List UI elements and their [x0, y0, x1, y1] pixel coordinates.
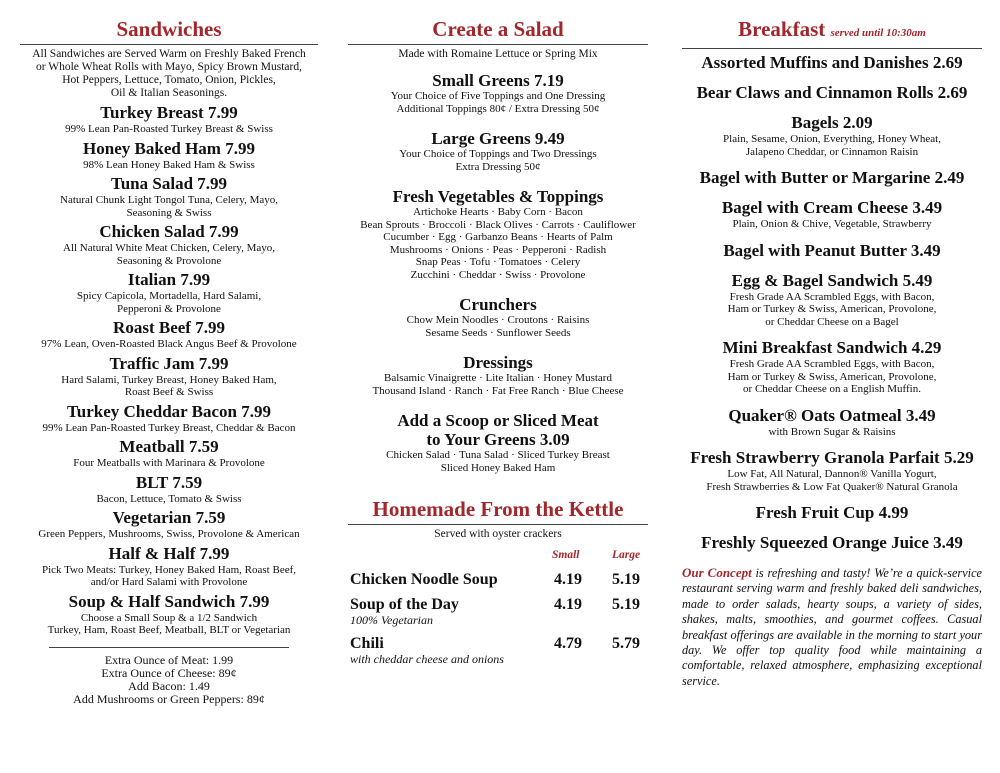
menu-item — [682, 406, 982, 439]
menu-item — [20, 592, 318, 637]
item-description: Four Meatballs with Marinara & Provolone — [73, 457, 265, 469]
item-description: Plain, Onion & Chive, Vegetable, Strawberry — [732, 218, 932, 230]
item-description: Hard Salami, Turkey Breast, Honey Baked Ham, — [61, 373, 277, 386]
concept-paragraph — [682, 565, 982, 689]
item-description: Low Fat, All Natural, Dannon® Vanilla Yogurt, — [727, 468, 937, 480]
menu-item — [20, 508, 318, 541]
small-price: 4.19 — [554, 571, 582, 588]
item-name: Bagel with Peanut Butter 3.49 — [723, 240, 941, 260]
breakfast-header — [682, 16, 982, 46]
item-description: All Natural White Meat Chicken, Celery, Mayo, — [63, 242, 275, 254]
item-name: Add a Scoop or Sliced Meat — [397, 411, 599, 430]
item-description: Chicken Salad · Tuna Salad · Sliced Turkey Breast — [386, 449, 610, 461]
menu-item — [348, 71, 648, 115]
item-name: BLT 7.59 — [135, 472, 203, 492]
menu-item — [682, 271, 982, 329]
item-description: Cucumber · Egg · Garbanzo Beans · Hearts of Palm — [383, 231, 613, 243]
extra-item: Extra Ounce of Cheese: 89¢ — [101, 665, 237, 680]
item-description: Seasoning & Provolone — [116, 254, 222, 267]
soup-row — [350, 635, 646, 666]
breakfast-title: Breakfast — [738, 17, 826, 41]
menu-item — [20, 174, 318, 219]
salad-intro: Made with Romaine Lettuce or Spring Mix — [398, 48, 598, 60]
breakfast-column — [682, 0, 982, 773]
item-description: 99% Lean Pan-Roasted Turkey Breast & Swiss — [65, 123, 273, 135]
menu-item — [20, 402, 318, 435]
item-description: Your Choice of Toppings and Two Dressings — [399, 148, 597, 160]
item-description: Pick Two Meats: Turkey, Honey Baked Ham, Roast Beef, — [41, 563, 297, 576]
divider — [49, 647, 289, 648]
soup-note: 100% Vegetarian — [350, 613, 433, 627]
soup-row — [350, 596, 646, 627]
item-description: Bean Sprouts · Broccoli · Black Olives · Carrots · Cauliflower — [360, 218, 636, 231]
menu-item — [20, 544, 318, 589]
menu-item — [682, 53, 982, 73]
large-price: 5.79 — [612, 635, 640, 652]
menu-item — [20, 139, 318, 172]
item-name: Meatball 7.59 — [119, 437, 219, 456]
soup-note: with cheddar cheese and onions — [350, 652, 504, 666]
menu-item — [20, 103, 318, 136]
menu-item — [348, 129, 648, 173]
menu-item — [682, 338, 982, 396]
item-description: Extra Dressing 50¢ — [455, 160, 541, 173]
item-name: Turkey Cheddar Bacon 7.99 — [66, 401, 272, 421]
salad-list — [348, 71, 648, 474]
item-description: Fresh Strawberries & Low Fat Quaker® Natural Granola — [706, 480, 958, 493]
menu-item — [682, 83, 982, 103]
item-description: Mushrooms · Onions · Peas · Pepperoni · Radish — [389, 243, 607, 256]
item-name: Bear Claws and Cinnamon Rolls 2.69 — [696, 83, 968, 102]
item-description: Jalapeno Cheddar, or Cinnamon Raisin — [745, 145, 919, 158]
item-name: Bagel with Butter or Margarine 2.49 — [699, 168, 965, 187]
item-name: Assorted Muffins and Danishes 2.69 — [701, 53, 963, 72]
item-description: Natural Chunk Light Tongol Tuna, Celery, Mayo, — [60, 194, 278, 206]
item-description: Ham or Turkey & Swiss, American, Provolone, — [727, 370, 937, 383]
item-name: Mini Breakfast Sandwich 4.29 — [722, 338, 942, 357]
soup-row — [350, 571, 646, 589]
item-description: with Brown Sugar & Raisins — [768, 425, 896, 438]
menu-item — [20, 437, 318, 470]
menu-item — [348, 411, 648, 474]
item-name: to Your Greens 3.09 — [426, 430, 570, 449]
item-description: Sliced Honey Baked Ham — [440, 461, 556, 474]
item-description: Fresh Grade AA Scrambled Eggs, with Bacon, — [729, 290, 935, 303]
menu-item — [348, 295, 648, 339]
large-column-label: Large — [612, 549, 641, 561]
soup-table — [348, 541, 648, 681]
breakfast-subtitle: served until 10:30am — [830, 27, 926, 39]
item-name: Crunchers — [459, 295, 537, 314]
item-description: Pepperoni & Provolone — [117, 302, 221, 315]
extra-item: Extra Ounce of Meat: 1.99 — [104, 652, 234, 667]
large-price: 5.19 — [612, 571, 640, 588]
breakfast-list — [682, 53, 982, 553]
item-name: Freshly Squeezed Orange Juice 3.49 — [701, 533, 963, 552]
item-description: or Cheddar Cheese on a English Muffin. — [743, 383, 921, 395]
item-description: Thousand Island · Ranch · Fat Free Ranch · Blue Cheese — [372, 384, 624, 397]
small-price: 4.19 — [554, 596, 582, 613]
small-price: 4.79 — [554, 635, 582, 652]
item-name: Large Greens 9.49 — [431, 129, 565, 148]
soup-name: Chili — [350, 635, 384, 652]
item-name: Soup & Half Sandwich 7.99 — [68, 591, 270, 611]
extras-list — [20, 654, 318, 706]
item-name: Fresh Vegetables & Toppings — [392, 187, 604, 206]
item-description: Chow Mein Noodles · Croutons · Raisins — [406, 314, 590, 326]
menu-item — [20, 270, 318, 315]
item-description: Additional Toppings 80¢ / Extra Dressing 50¢ — [396, 102, 600, 115]
item-description: Zucchini · Cheddar · Swiss · Provolone — [410, 268, 586, 281]
item-name: Egg & Bagel Sandwich 5.49 — [731, 270, 933, 290]
item-description: Fresh Grade AA Scrambled Eggs, with Bacon, — [729, 358, 935, 370]
menu-item — [682, 168, 982, 188]
menu-item — [348, 353, 648, 397]
item-name: Italian 7.99 — [127, 270, 211, 289]
item-description: and/or Hard Salami with Provolone — [90, 576, 248, 588]
item-name: Fresh Fruit Cup 4.99 — [755, 503, 909, 522]
item-name: Bagel with Cream Cheese 3.49 — [721, 198, 943, 217]
sandwiches-intro: All Sandwiches are Served Warm on Freshly Baked French or Whole Wheat Rolls with Mayo, Spicy Brown Mustard, Hot Peppers, Lettuce, Tomato, Onion, Pickles, Oil & Italian Seasonings. — [32, 48, 306, 99]
kettle-intro: Served with oyster crackers — [434, 528, 562, 540]
item-description: Seasoning & Swiss — [126, 206, 212, 219]
small-column-label: Small — [552, 549, 580, 561]
menu-item — [20, 222, 318, 267]
item-name: Honey Baked Ham 7.99 — [83, 138, 255, 158]
soup-name: Soup of the Day — [350, 596, 459, 613]
item-description: Artichoke Hearts · Baby Corn · Bacon — [413, 206, 583, 218]
sandwiches-column — [20, 0, 318, 773]
item-description: 99% Lean Pan-Roasted Turkey Breast, Cheddar & Bacon — [42, 421, 296, 434]
item-description: Balsamic Vinaigrette · Lite Italian · Honey Mustard — [384, 372, 612, 384]
item-description: Sesame Seeds · Sunflower Seeds — [425, 326, 571, 339]
item-description: Roast Beef & Swiss — [124, 386, 214, 398]
divider — [348, 44, 648, 45]
item-description: Ham or Turkey & Swiss, American, Provolone, — [727, 303, 937, 315]
soup-name: Chicken Noodle Soup — [350, 571, 498, 588]
item-name: Turkey Breast 7.99 — [100, 103, 238, 122]
salad-column — [348, 0, 648, 773]
menu-item — [682, 448, 982, 493]
item-description: Green Peppers, Mushrooms, Swiss, Provolone & American — [38, 528, 300, 540]
divider — [348, 524, 648, 525]
item-description: Choose a Small Soup & a 1/2 Sandwich — [80, 611, 258, 624]
item-name: Fresh Strawberry Granola Parfait 5.29 — [690, 448, 974, 467]
kettle-title: Homemade From the Kettle — [372, 497, 624, 521]
item-name: Quaker® Oats Oatmeal 3.49 — [728, 405, 936, 425]
item-description: Plain, Sesame, Onion, Everything, Honey Wheat, — [723, 133, 941, 145]
menu-item — [682, 503, 982, 523]
item-name: Half & Half 7.99 — [108, 543, 230, 563]
extra-item: Add Bacon: 1.49 — [128, 678, 210, 693]
item-name: Traffic Jam 7.99 — [109, 353, 229, 373]
menu-item — [20, 354, 318, 399]
large-price: 5.19 — [612, 596, 640, 613]
item-name: Chicken Salad 7.99 — [99, 222, 239, 241]
item-description: Spicy Capicola, Mortadella, Hard Salami, — [76, 290, 262, 302]
menu-item — [348, 187, 648, 281]
item-description: or Cheddar Cheese on a Bagel — [765, 315, 899, 328]
concept-label: Our Concept — [682, 565, 752, 580]
item-name: Bagels 2.09 — [791, 113, 873, 132]
menu-item — [20, 318, 318, 351]
menu-item — [20, 473, 318, 506]
salad-title: Create a Salad — [432, 17, 564, 41]
item-name: Small Greens 7.19 — [432, 71, 564, 90]
item-description: Your Choice of Five Toppings and One Dressing — [390, 90, 606, 102]
divider — [20, 44, 318, 45]
extra-item: Add Mushrooms or Green Peppers: 89¢ — [73, 691, 265, 706]
sandwiches-title: Sandwiches — [116, 17, 222, 41]
item-name: Tuna Salad 7.99 — [110, 174, 228, 193]
menu-item — [682, 198, 982, 231]
item-description: Bacon, Lettuce, Tomato & Swiss — [96, 492, 242, 505]
item-description: 98% Lean Honey Baked Ham & Swiss — [83, 158, 255, 171]
item-description: Snap Peas · Tofu · Tomatoes · Celery — [415, 256, 581, 268]
concept-text: is refreshing and tasty! We’re a quick-service restaurant serving warm and freshly baked deli sandwiches, made to order salads, hearty soups, a variety of sides, shakes, malts, smoothies, and gourmet coffees. Casual breakfast offerings are available in the morning to start your day. We offer top quality food while maintaining a comfortable, relaxed atmosphere, emphasizing exceptional service. — [682, 566, 982, 688]
item-name: Roast Beef 7.99 — [113, 318, 225, 337]
item-description: Turkey, Ham, Roast Beef, Meatball, BLT or Vegetarian — [47, 624, 291, 636]
divider — [682, 48, 982, 49]
menu-item — [682, 533, 982, 553]
menu-item — [682, 113, 982, 158]
item-description: 97% Lean, Oven-Roasted Black Angus Beef & Provolone — [41, 338, 297, 350]
menu-item — [682, 241, 982, 261]
item-name: Dressings — [463, 353, 533, 372]
sandwich-list — [20, 103, 318, 637]
item-name: Vegetarian 7.59 — [112, 508, 226, 527]
